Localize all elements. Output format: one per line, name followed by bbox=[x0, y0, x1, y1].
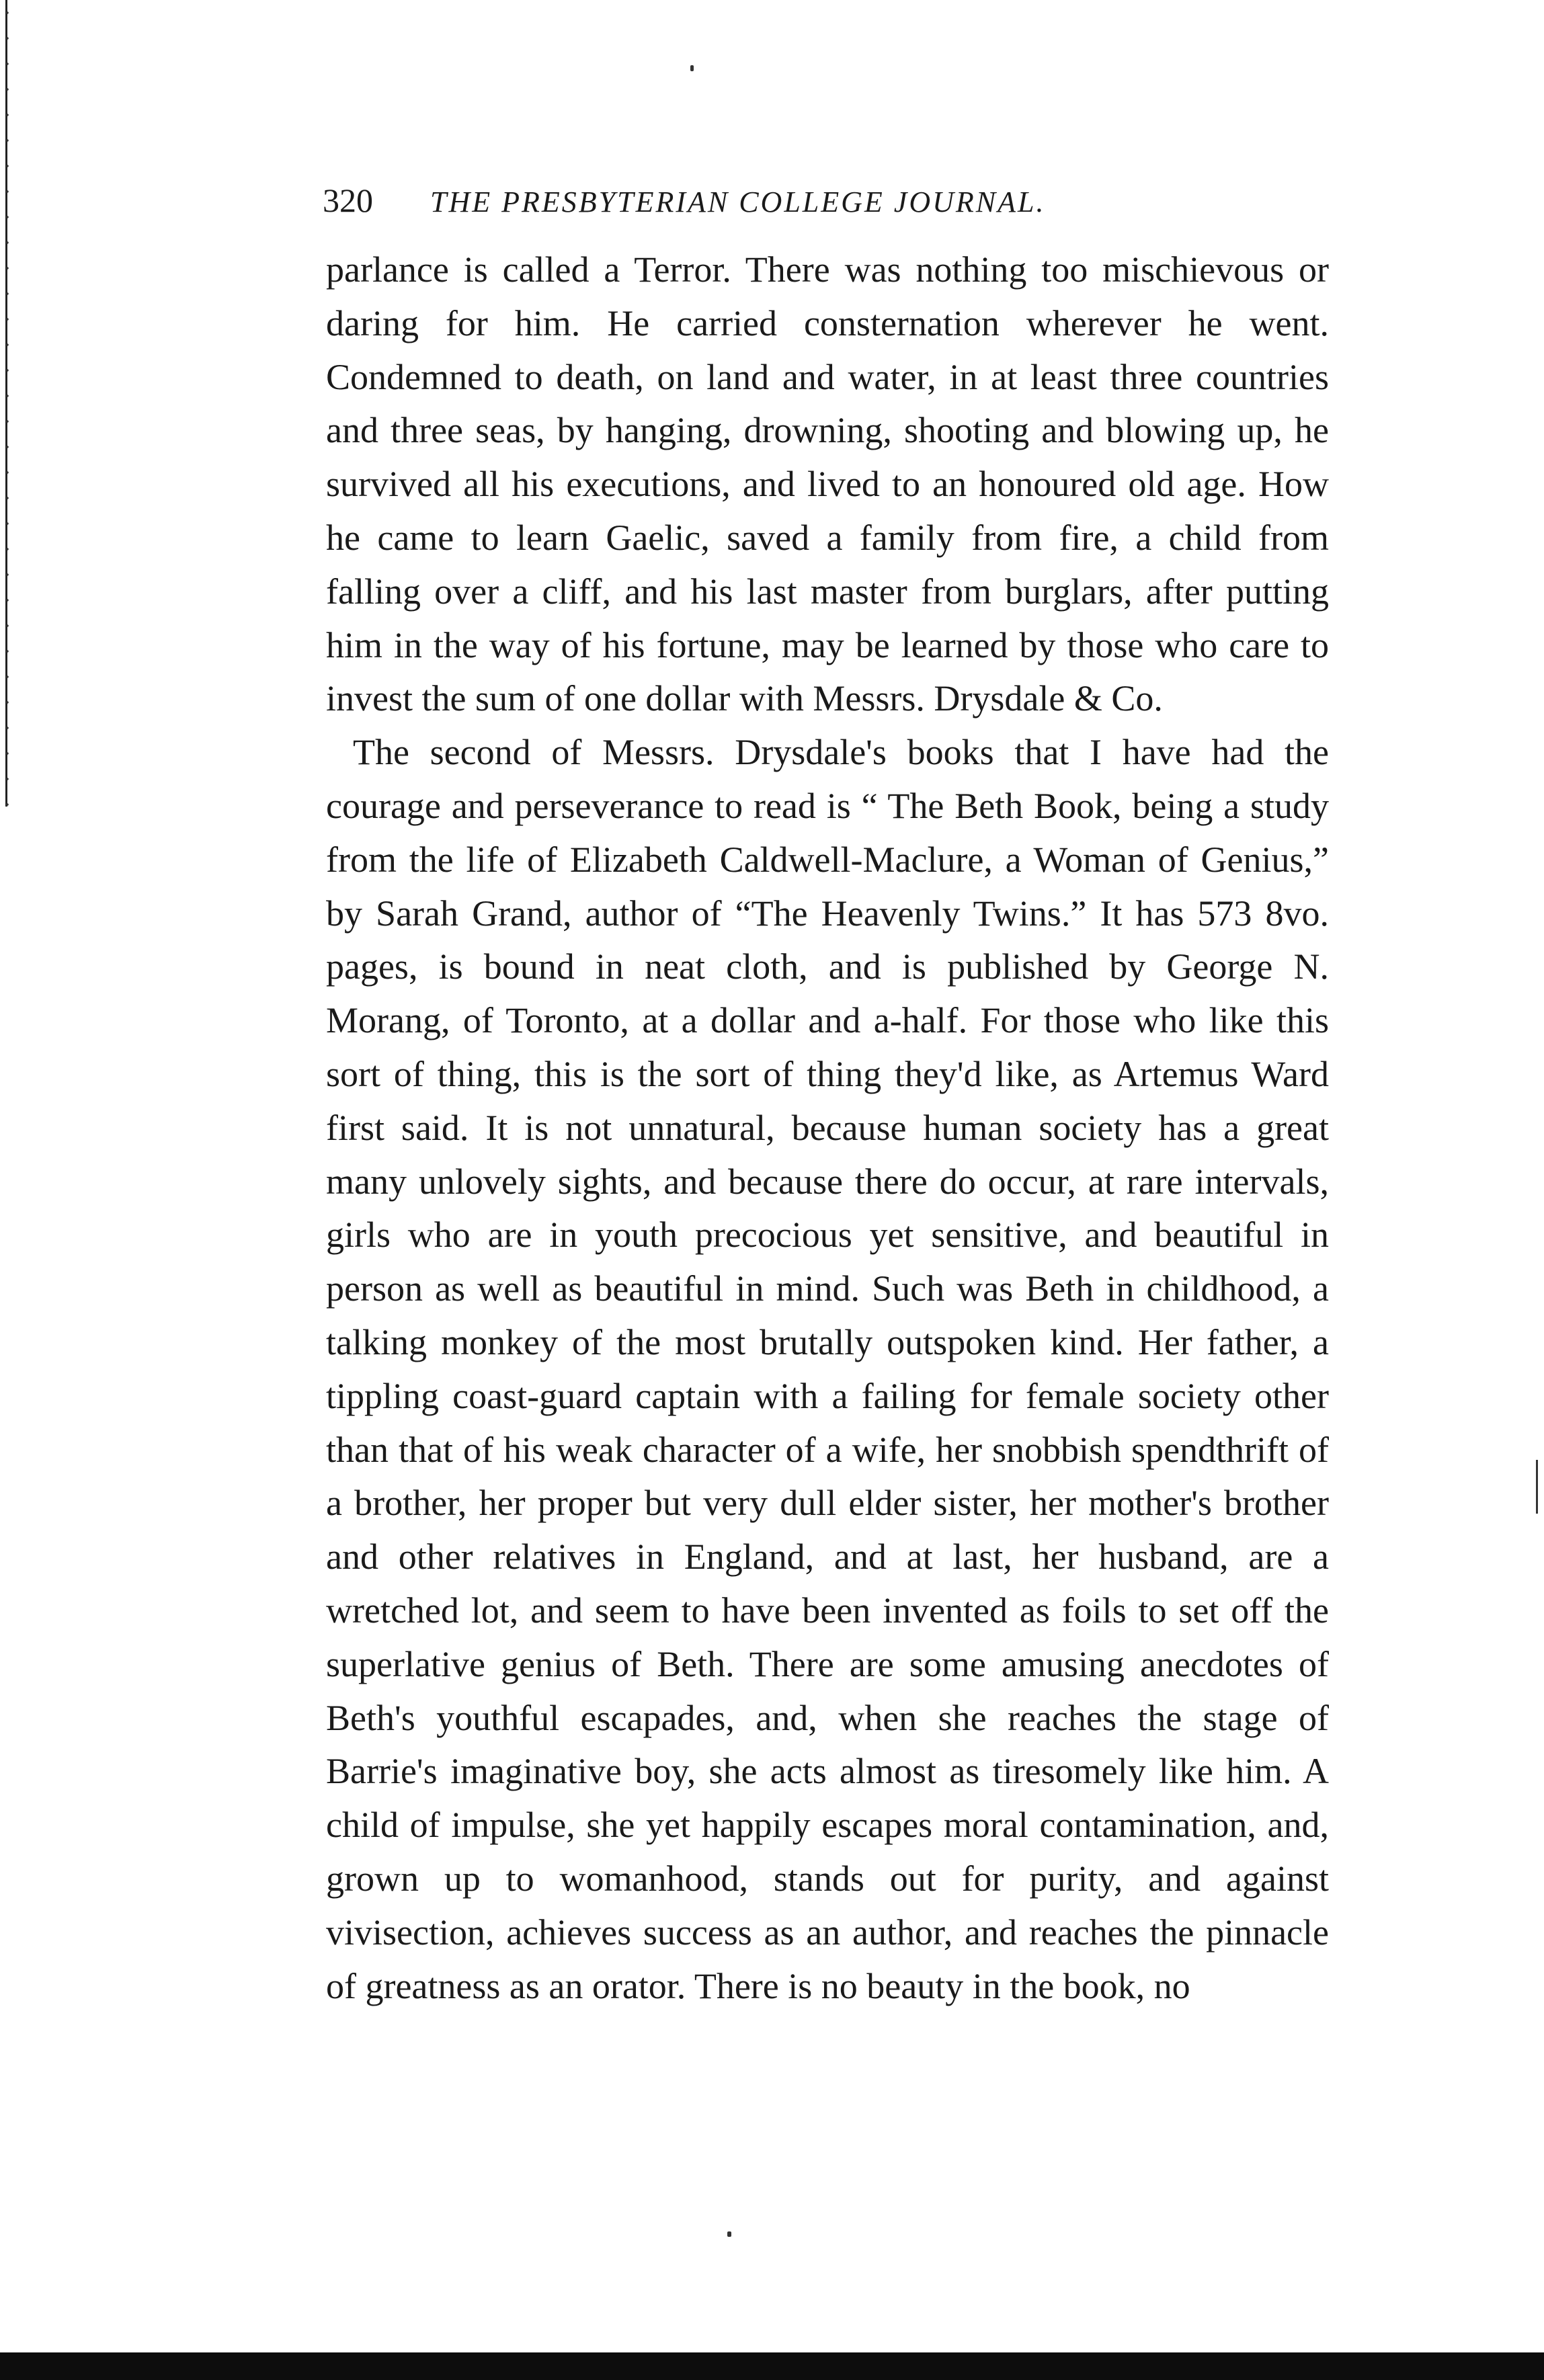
running-head bbox=[323, 173, 1331, 227]
journal-title: THE PRESBYTERIAN COLLEGE JOURNAL. bbox=[430, 186, 1046, 218]
body-text bbox=[326, 243, 1329, 2013]
paragraph-continued: parlance is called a Terror. There was nothing too mischievous or daring for him. He carried consternation wherever he went. Condemned to death, on land and water, in at least three countries and three seas, by hanging, drowning, shooting and blowing up, he survived all his executions, and lived to an honoured old age. How he came to learn Gaelic, saved a family from fire, a child from falling over a cliff, and his last master from burglars, after putting him in the way of his fortune, may be learned by those who care to invest the sum of one dollar with Messrs. Drysdale & Co. bbox=[326, 249, 1329, 719]
scan-speck-top bbox=[690, 65, 694, 71]
paragraph-beth-book: The second of Messrs. Drysdale's books that I have had the courage and perseverance to read is “ The Beth Book, being a study from the life of Elizabeth Caldwell-Maclure, a Woman of Genius,” by Sarah Grand, author of “The Heavenly Twins.” It has 573 8vo. pages, is bound in neat cloth, and is published by George N. Morang, of Toronto, at a dollar and a-half. For those who like this sort of thing, this is the sort of thing they'd like, as Artemus Ward first said. It is not unnatural, because human society has a great many unlovely sights, and because there do occur, at rare intervals, girls who are in youth precocious yet sensitive, and beautiful in person as well as beautiful in mind. Such was Beth in childhood, a talking monkey of the most brutally outspoken kind. Her father, a tippling coast-guard captain with a failing for female society other than that of his weak character of a wife, her snobbish spendthrift of a brother, her proper but very dull elder sister, her mother's brother and other relatives in England, and at last, her husband, are a wretched lot, and seem to have been invented as foils to set off the superlative genius of Beth. There are some amusing anecdotes of Beth's youthful escapades, and, when she reaches the stage of Barrie's imaginative boy, she acts almost as tiresomely like him. A child of impulse, she yet happily escapes moral contamination, and, grown up to womanhood, stands out for purity, and against vivisection, achieves success as an author, and reaches the pinnacle of greatness as an orator. There is no beauty in the book, no bbox=[326, 732, 1329, 2006]
scan-bottom-border bbox=[0, 2352, 1544, 2380]
scan-mark-right bbox=[1536, 1460, 1538, 1514]
scan-edge-dots bbox=[4, 0, 11, 807]
page-number: 320 bbox=[323, 181, 373, 219]
scan-speck-bottom bbox=[727, 2231, 731, 2237]
